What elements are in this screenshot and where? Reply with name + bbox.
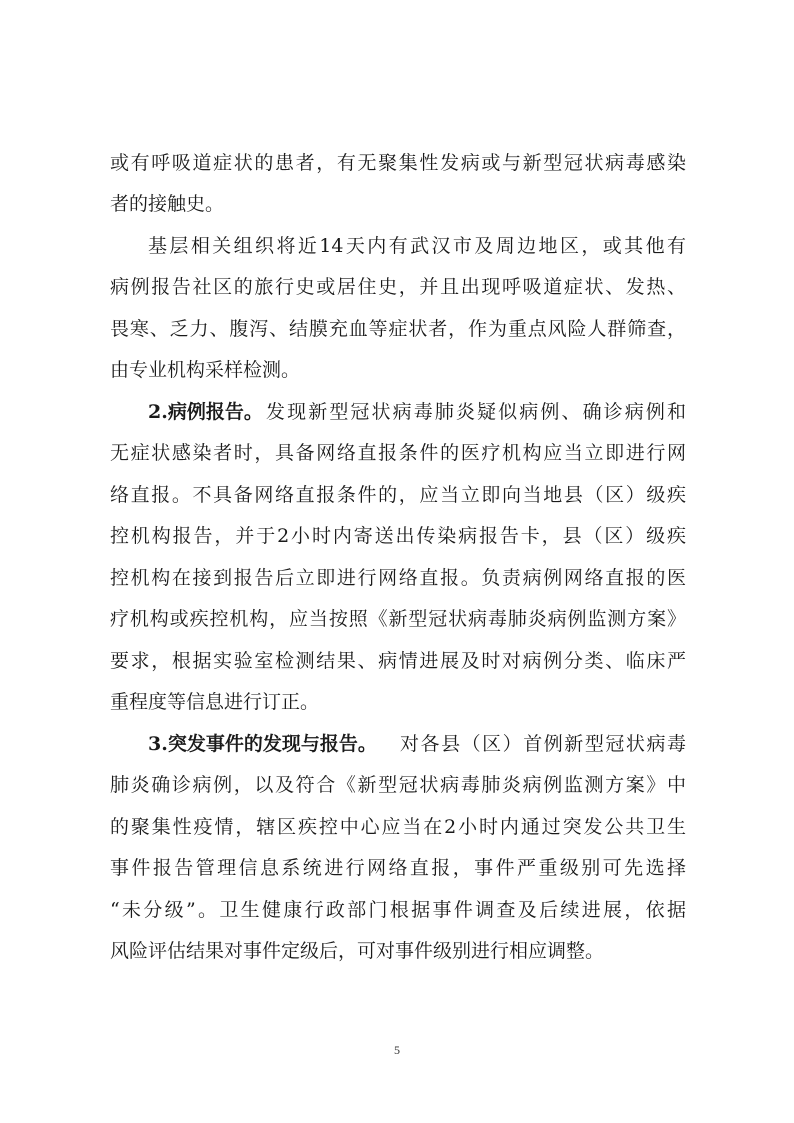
paragraph-4-line-5: “未分级”。卫生健康行政部门根据事件调查及后续进展，依据: [110, 899, 686, 921]
section-heading-emergency-report: 3.突发事件的发现与报告。: [148, 733, 377, 755]
paragraph-4-line-6: 风险评估结果对事件定级后，可对事件级别进行相应调整。: [110, 940, 605, 962]
paragraph-2-line-3: 畏寒、乏力、腹泻、结膜充血等症状者，作为重点风险人群筛查，: [110, 318, 686, 340]
paragraph-4-line-1: 对各县（区）首例新型冠状病毒: [400, 733, 686, 755]
paragraph-1-line-2: 者的接触史。: [110, 193, 225, 215]
paragraph-1-line-1: 或有呼吸道症状的患者，有无聚集性发病或与新型冠状病毒感染: [110, 152, 686, 174]
paragraph-4-line-2: 肺炎确诊病例，以及符合《新型冠状病毒肺炎病例监测方案》中: [110, 774, 686, 796]
section-heading-case-report: 2.病例报告。: [148, 401, 263, 423]
paragraph-3-line-4: 控机构报告，并于2小时内寄送出传染病报告卡，县（区）级疾: [110, 525, 686, 547]
paragraph-4-line-4: 事件报告管理信息系统进行网络直报，事件严重级别可先选择: [110, 857, 686, 879]
paragraph-3-line-3: 络直报。不具备网络直报条件的，应当立即向当地县（区）级疾: [110, 484, 686, 506]
paragraph-2-line-4: 由专业机构采样检测。: [110, 359, 301, 381]
paragraph-3-line-2: 无症状感染者时，具备网络直报条件的医疗机构应当立即进行网: [110, 442, 686, 464]
paragraph-2-line-2: 病例报告社区的旅行史或居住史，并且出现呼吸道症状、发热、: [110, 276, 686, 298]
paragraph-3-line-7: 要求，根据实验室检测结果、病情进展及时对病例分类、临床严: [110, 650, 686, 672]
paragraph-3-line-5: 控机构在接到报告后立即进行网络直报。负责病例网络直报的医: [110, 567, 686, 589]
paragraph-3-line-1: 发现新型冠状病毒肺炎疑似病例、确诊病例和: [266, 401, 686, 423]
paragraph-3-line-8: 重程度等信息进行订正。: [110, 691, 320, 713]
paragraph-2-line-1: 基层相关组织将近14天内有武汉市及周边地区，或其他有: [148, 235, 686, 257]
paragraph-4-line-3: 的聚集性疫情，辖区疾控中心应当在2小时内通过突发公共卫生: [110, 816, 686, 838]
paragraph-3-line-6: 疗机构或疾控机构，应当按照《新型冠状病毒肺炎病例监测方案》: [110, 608, 686, 630]
page-number: 5: [394, 1043, 400, 1057]
